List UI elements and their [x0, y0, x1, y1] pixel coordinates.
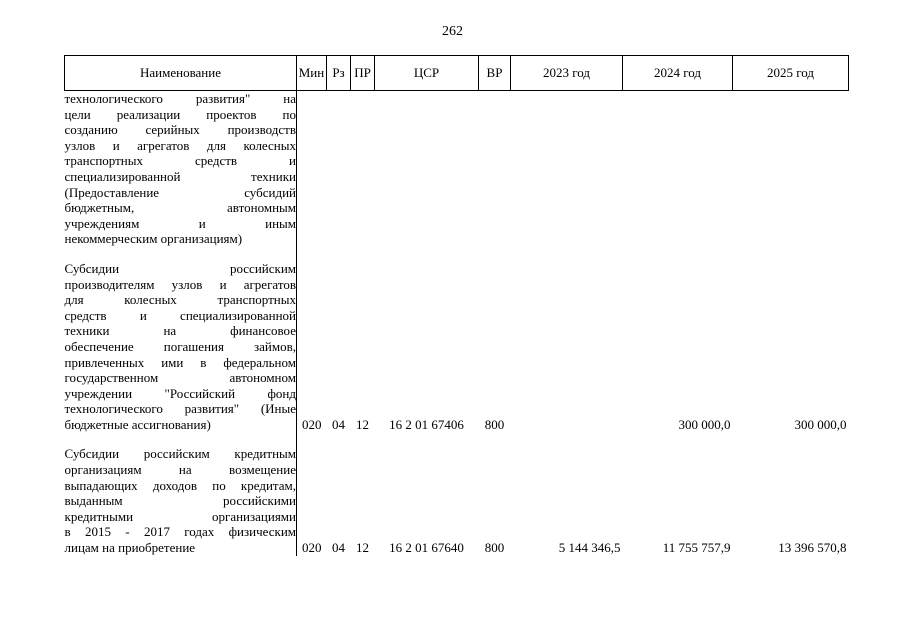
row-name-cell: [65, 261, 297, 433]
spacer-cell: [623, 247, 733, 261]
row-2025-cell: 13 396 570,8: [778, 540, 847, 556]
header-rz: Рз: [327, 56, 351, 91]
header-vr: ВР: [479, 56, 511, 91]
row-name-line: привлеченных ими в федеральном: [64, 354, 296, 370]
row-name-line: Субсидии российским: [64, 260, 296, 276]
row-2024-cell: 300 000,0: [678, 416, 731, 432]
row-min-cell: [297, 91, 327, 247]
table-row: [65, 91, 849, 247]
row-name-line: организациям на возмещение: [64, 462, 296, 478]
row-name-line: учреждениям и иным: [64, 215, 296, 231]
row-rz-cell: 04: [332, 540, 345, 556]
row-name-line: бюджетные ассигнования): [64, 416, 211, 432]
row-vr-cell: 800: [484, 540, 505, 556]
header-name: Наименование: [65, 56, 297, 91]
row-2023-cell: [511, 91, 623, 247]
row-rz-cell: 04: [332, 416, 345, 432]
spacer-cell: [511, 247, 623, 261]
spacer-cell: [733, 432, 849, 446]
row-spacer: [65, 247, 849, 261]
spacer-cell: [511, 432, 623, 446]
row-rz-cell: [327, 91, 351, 247]
table-row: [65, 446, 849, 555]
row-name-line: средств и специализированной: [64, 307, 296, 323]
row-name-line: лицам на приобретение: [64, 540, 196, 556]
row-name-line: техники на финансовое: [64, 323, 296, 339]
row-csr-cell: 16 2 01 67406: [389, 416, 464, 432]
row-name-line: производителям узлов и агрегатов: [64, 276, 296, 292]
header-pr: ПР: [351, 56, 375, 91]
row-spacer: [65, 432, 849, 446]
table-row: [65, 261, 849, 433]
row-name-line: для колесных транспортных: [64, 292, 296, 308]
spacer-cell: [297, 432, 327, 446]
row-min-cell: 020: [302, 540, 322, 556]
row-name-line: государственном автономном: [64, 370, 296, 386]
table-header-row: [65, 56, 849, 91]
row-name-line: транспортных средств и: [64, 153, 296, 169]
row-name-line: кредитными организациями: [64, 508, 296, 524]
budget-table: [64, 55, 849, 556]
row-name-line: Субсидии российским кредитным: [64, 446, 296, 462]
header-2023: 2023 год: [511, 56, 623, 91]
page-number: 262: [442, 24, 463, 39]
spacer-cell: [327, 432, 351, 446]
row-2024-cell: [623, 91, 733, 247]
spacer-cell: [479, 432, 511, 446]
row-2025-cell: 300 000,0: [794, 416, 847, 432]
spacer-cell: [375, 432, 479, 446]
header-min: Мин: [297, 56, 327, 91]
spacer-cell: [327, 247, 351, 261]
row-name-cell: [65, 91, 297, 247]
row-name-line: технологического развития" (Иные: [64, 401, 296, 417]
row-name-line: в 2015 - 2017 годах физическим: [64, 524, 296, 540]
row-name-cell: [65, 446, 297, 555]
spacer-cell: [733, 247, 849, 261]
row-pr-cell: 12: [356, 416, 369, 432]
row-min-cell: 020: [302, 416, 322, 432]
row-vr-cell: 800: [484, 416, 505, 432]
row-csr-cell: [375, 91, 479, 247]
spacer-cell: [65, 432, 297, 446]
header-2025: 2025 год: [733, 56, 849, 91]
row-name-line: выданным российскими: [64, 493, 296, 509]
row-pr-cell: [351, 91, 375, 247]
row-2023-cell: 5 144 346,5: [558, 540, 621, 556]
row-name-line: (Предоставление субсидий: [64, 184, 296, 200]
table-body: [65, 91, 849, 556]
row-name-line: обеспечение погашения займов,: [64, 338, 296, 354]
row-name-line: цели реализации проектов по: [64, 106, 296, 122]
header-2024: 2024 год: [623, 56, 733, 91]
row-name-line: выпадающих доходов по кредитам,: [64, 477, 296, 493]
row-name-line: учреждении "Российский фонд: [64, 385, 296, 401]
spacer-cell: [479, 247, 511, 261]
row-2024-cell: 11 755 757,9: [662, 540, 731, 556]
row-2023-cell: [511, 261, 623, 433]
row-name-line: специализированной техники: [64, 168, 296, 184]
row-name-line: бюджетным, автономным: [64, 200, 296, 216]
header-csr: ЦСР: [375, 56, 479, 91]
spacer-cell: [375, 247, 479, 261]
spacer-cell: [297, 247, 327, 261]
row-csr-cell: 16 2 01 67640: [389, 540, 464, 556]
spacer-cell: [623, 432, 733, 446]
row-2025-cell: [733, 91, 849, 247]
row-name-line: технологического развития" на: [64, 91, 296, 106]
row-pr-cell: 12: [356, 540, 369, 556]
row-name-line: некоммерческим организациям): [64, 231, 243, 247]
spacer-cell: [351, 247, 375, 261]
row-name-line: созданию серийных производств: [64, 122, 296, 138]
row-name-line: узлов и агрегатов для колесных: [64, 137, 296, 153]
row-vr-cell: [479, 91, 511, 247]
spacer-cell: [65, 247, 297, 261]
spacer-cell: [351, 432, 375, 446]
